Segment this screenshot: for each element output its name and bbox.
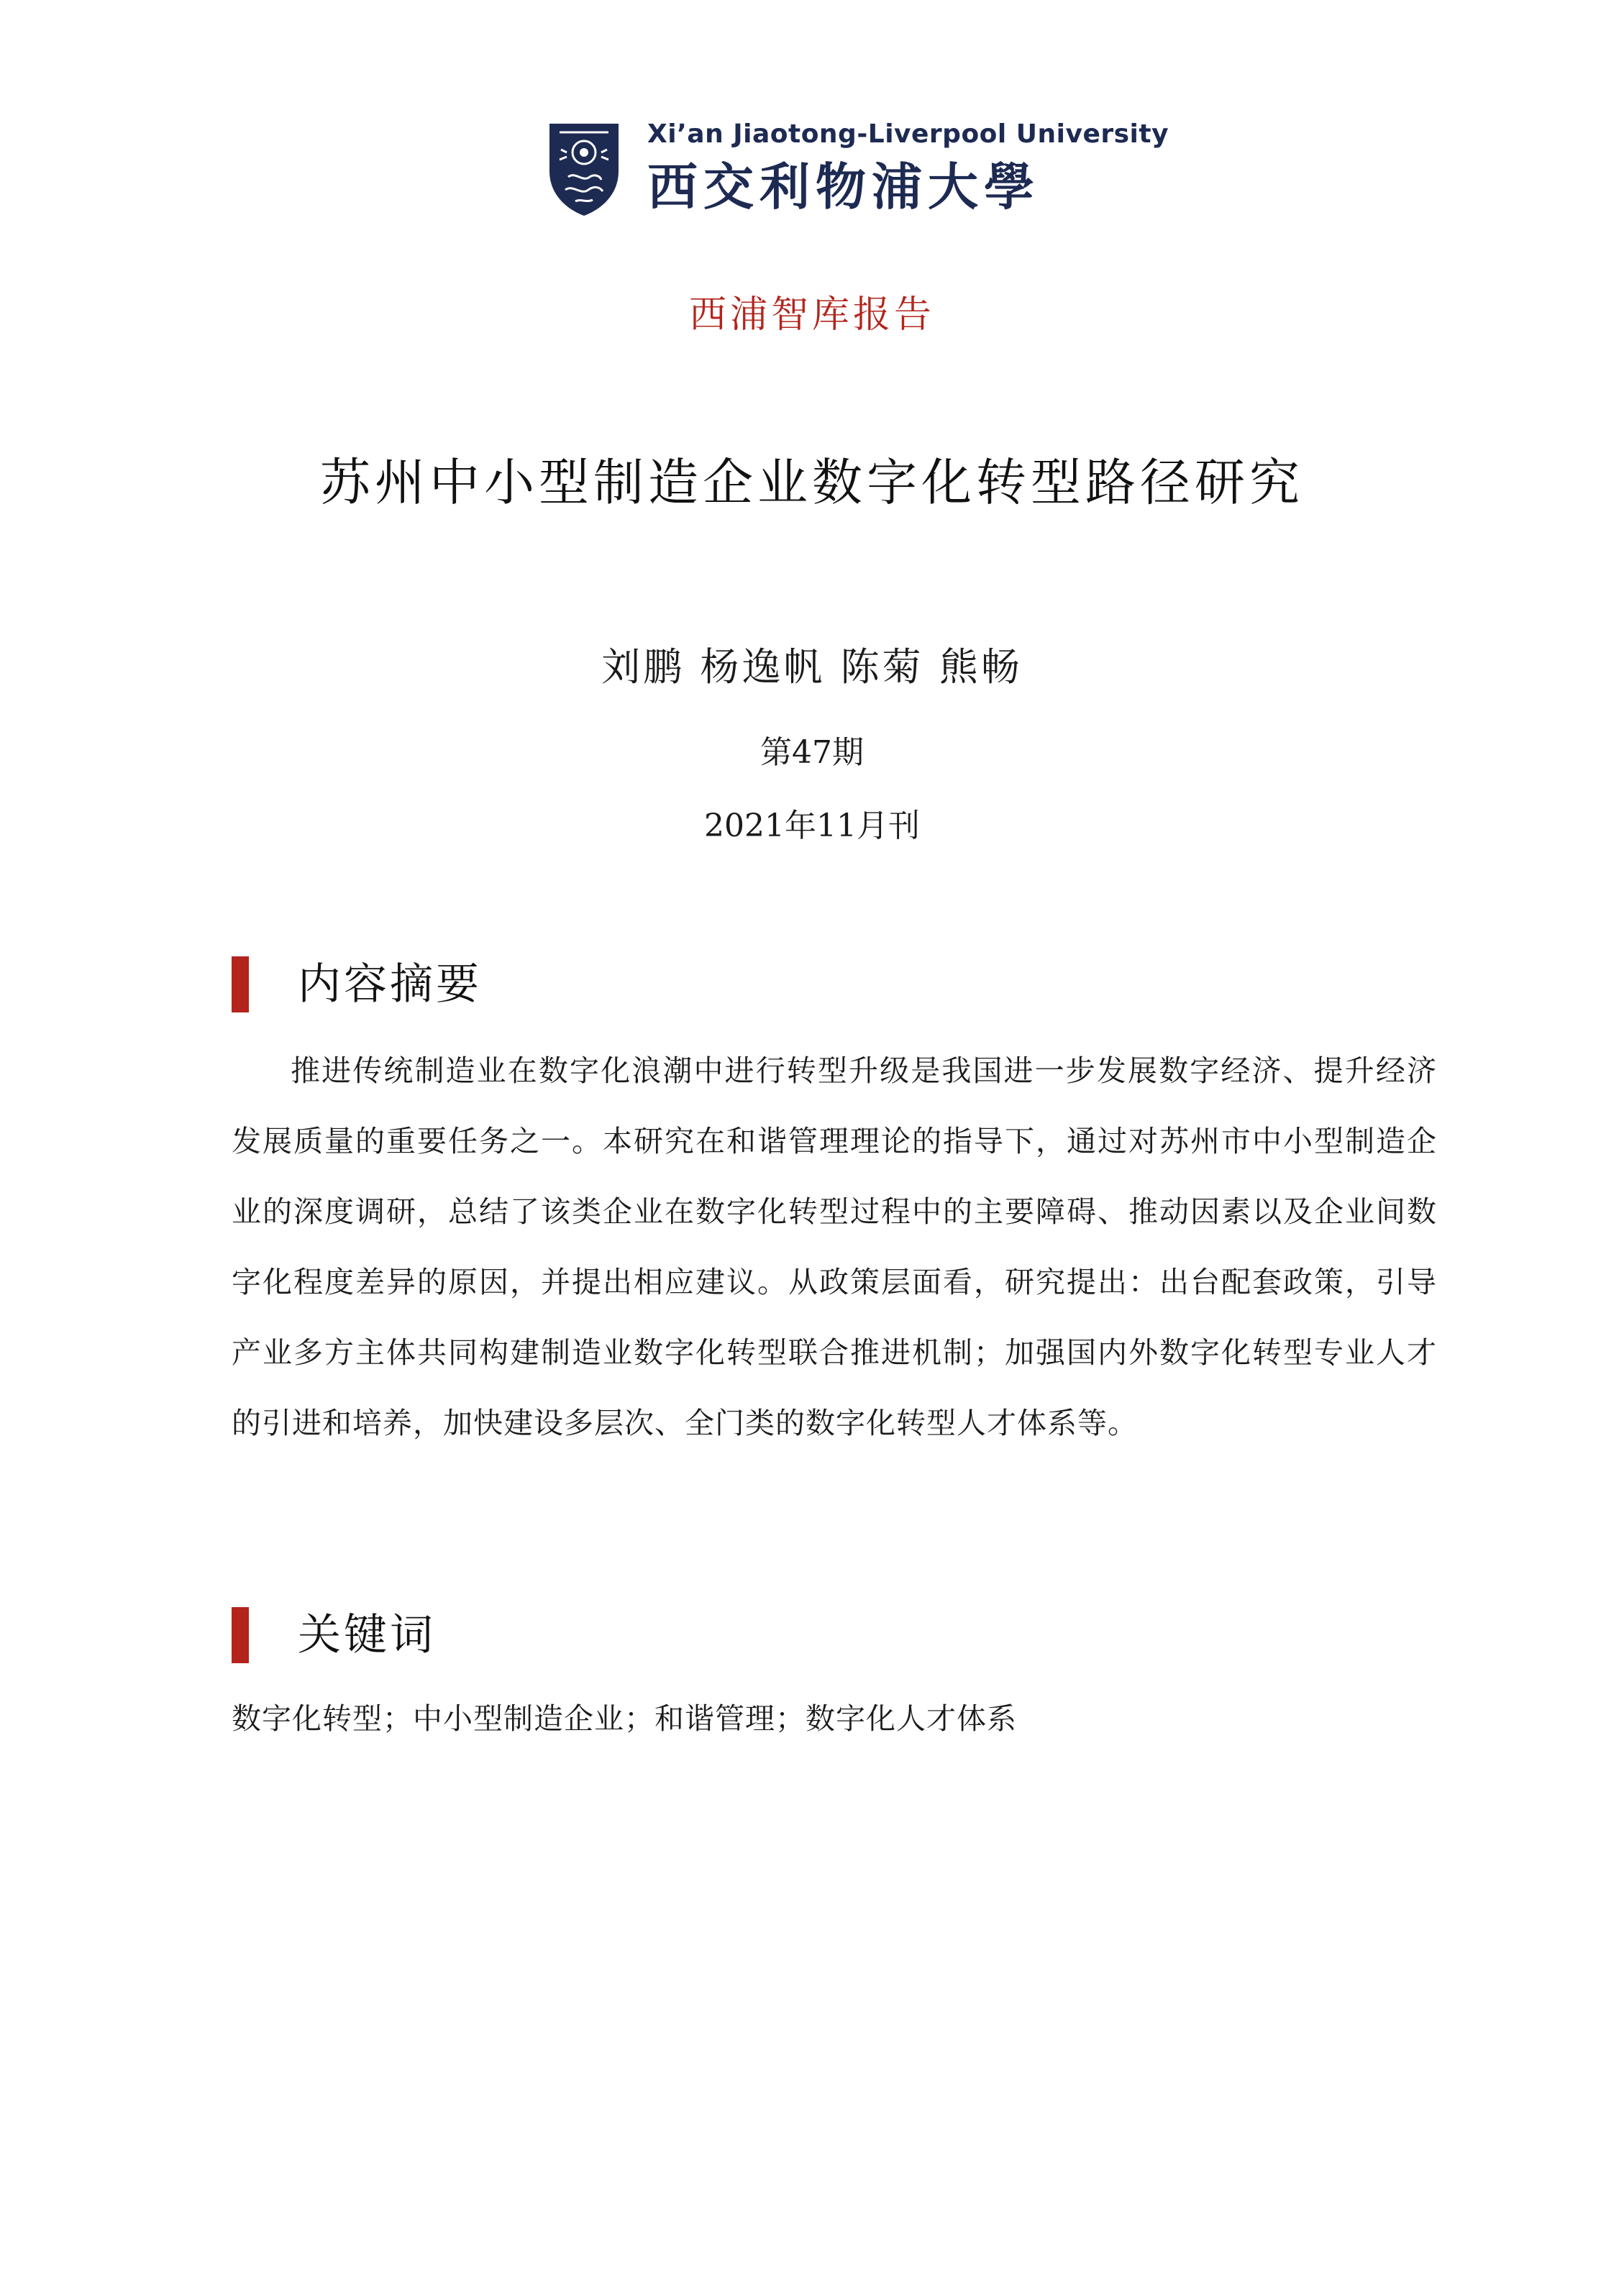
- university-logo: [547, 115, 1169, 223]
- keywords-text: 数字化转型；中小型制造企业；和谐管理；数字化人才体系: [232, 1701, 1017, 1736]
- heading-bar: [232, 956, 249, 1012]
- publication-date: 2021年11月刊: [704, 808, 920, 844]
- series-title: 西浦智库报告: [688, 293, 935, 337]
- university-name-chinese: 西交利物浦大學: [647, 157, 1040, 216]
- report-title: 苏州中小型制造企业数字化转型路径研究: [320, 453, 1304, 512]
- university-shield-icon: [547, 121, 621, 219]
- abstract-heading-label: 内容摘要: [298, 959, 482, 1010]
- abstract-text: 推进传统制造业在数字化浪潮中进行转型升级是我国进一步发展数字经济、提升经济发展质量的重要任务之一。本研究在和谐管理理论的指导下，通过对苏州市中小型制造企业的深度调研，总结了该类企业在数字化转型过程中的主要障碍、推动因素以及企业间数字化程度差异的原因，并提出相应建议。从政策层面看，研究提出：出台配套政策，引导产业多方主体共同构建制造业数字化转型联合推进机制；加强国内外数字化转型专业人才的引进和培养，加快建设多层次、全门类的数字化转型人才体系等。: [232, 1053, 1437, 1440]
- heading-bar: [232, 1607, 249, 1663]
- issue-number: 第47期: [760, 734, 864, 771]
- university-name-english: Xi’an Jiaotong-Liverpool University: [647, 119, 1169, 149]
- keywords-heading-label: 关键词: [298, 1610, 436, 1660]
- authors: 刘鹏 杨逸帆 陈菊 熊畅: [601, 644, 1023, 690]
